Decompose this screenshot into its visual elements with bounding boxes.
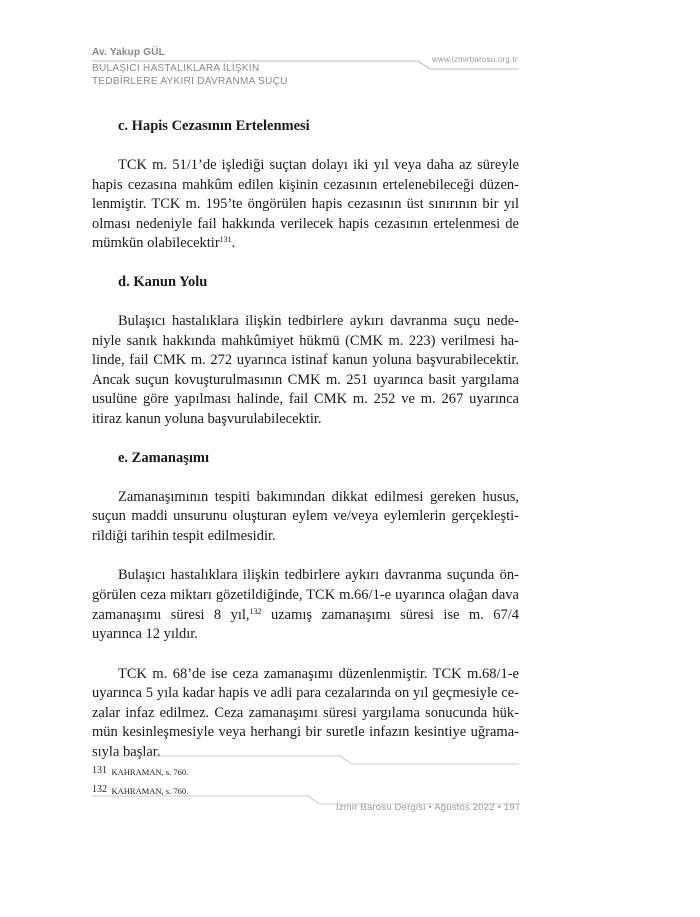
paragraph-c1 <box>92 156 519 254</box>
header-rule <box>0 0 700 120</box>
running-head-title-line2: TEDBİRLERE AYKIRI DAVRANMA SUÇU <box>92 76 288 87</box>
running-head-author: Av. Yakup GÜL <box>92 47 165 58</box>
footnote-ref-131: 131 <box>219 235 232 245</box>
footnote-number: 132 <box>92 784 107 795</box>
footnote-text: KAHRAMAN, s. 760. <box>111 767 189 777</box>
section-heading-e: e. Zamanaşımı <box>118 449 210 466</box>
paragraph-e3: TCK m. 68’de ise ceza zamanaşımı düzenlenmiştir. TCK m.68/1-e uyarınca 5 yıla kadar hapis ve adli para cezalarında on yıl geçmesiyle cezalar infaz edilmez. Ceza zamanaşımı süresi yargılama sonucunda hükmün kesinleşmesiyle veya herhangi bir suretle infazın kesintiye uğramasıyla başlar. <box>92 665 519 761</box>
footnote-text: KAHRAMAN, s. 760. <box>111 786 189 796</box>
footnote-ref-132: 132 <box>249 606 262 616</box>
website-url: www.izmirbarosu.org.tr <box>432 55 518 64</box>
paragraph-c1-end: . <box>231 235 236 252</box>
header-rule-line <box>92 61 519 69</box>
running-head-title-line1: BULAŞICI HASTALIKLARA İLİŞKİN <box>92 63 260 74</box>
paragraph-e1: Zamanaşımının tespiti bakımından dikkat edilmesi gereken husus, suçun maddi unsurunu oluşturan eylem ve/veya eylemlerin gerçekleştirildiği tarihin tespit edilmesidir. <box>92 488 519 544</box>
page-body <box>92 118 519 763</box>
paragraph-e2 <box>92 566 519 644</box>
paragraph-e2-text-b: uzamış zamanaşımı süresi ise m. 67/4 uyarınca 12 yıldır. <box>92 606 519 643</box>
footnote-separator <box>92 756 519 764</box>
footnote-132 <box>92 784 188 797</box>
footnote-131 <box>92 765 188 778</box>
paragraph-e2-text-a: Bulaşıcı hastalıklara ilişkin tedbirlere aykırı davranma suçunda öngörülen ceza miktarı gözetildiğinde, TCK m.66/1-e uyarınca olağan dava zamanaşımı süresi 8 yıl, <box>92 567 519 623</box>
section-heading-d: d. Kanun Yolu <box>118 273 208 290</box>
paragraph-c1-text: TCK m. 51/1’de işlediği suçtan dolayı iki yıl veya daha az süreyle hapis cezasına mahkûm edilen kişinin cezasının ertelenebileceği düzenlenmiştir. TCK m. 195’te öngörülen hapis cezasının üst sınırının bir yıl olması nedeniyle fail hakkında verilecek hapis cezasının ertelenmesi de mümkün olabilecektir <box>92 157 519 252</box>
footnote-number: 131 <box>92 765 107 776</box>
footnotes <box>92 765 188 803</box>
section-heading-c: c. Hapis Cezasının Ertelenmesi <box>118 118 310 134</box>
page-footer: İzmir Barosu Dergisi • Ağustos 2022 • 197 <box>336 802 521 813</box>
paragraph-d1: Bulaşıcı hastalıklara ilişkin tedbirlere aykırı davranma suçu nedeniyle sanık hakkında mahkûmiyet hükmü (CMK m. 223) verilmesi halinde, fail CMK m. 272 uyarınca istinaf kanun yoluna başvurabilecektir. Ancak suçun kovuşturulmasının CMK m. 251 uyarınca basit yargılama usulüne göre yapılması halinde, fail CMK m. 252 ve m. 267 uyarınca itiraz kanun yoluna başvurulabilecektir. <box>92 312 519 427</box>
